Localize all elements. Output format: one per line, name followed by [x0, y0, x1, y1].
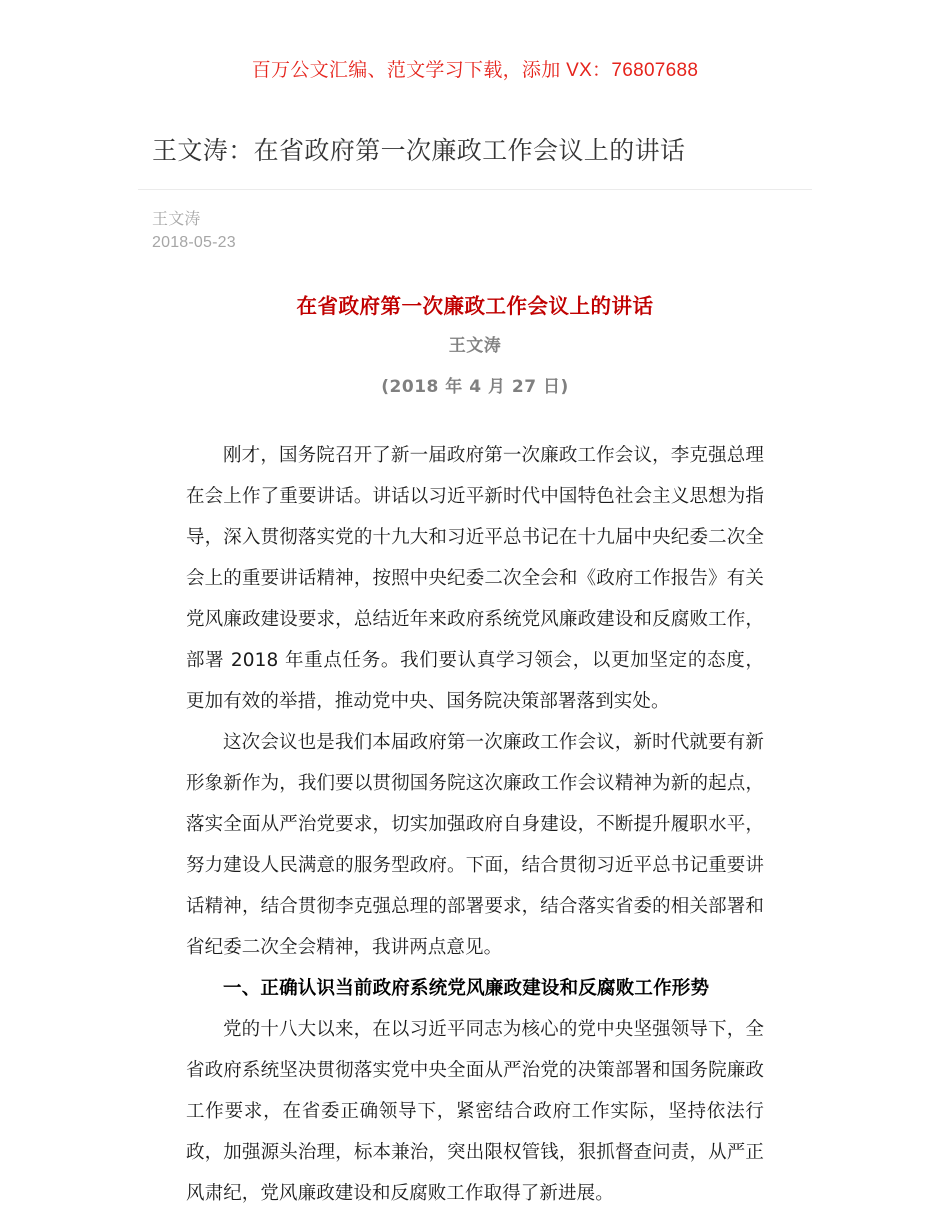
promo-text: 百万公文汇编、范文学习下载，添加 VX：76807688 [251, 60, 699, 81]
document-date: (2018 年 4 月 27 日) [381, 377, 569, 397]
section-heading: 一、正确认识当前政府系统党风廉政建设和反腐败工作形势 [223, 978, 710, 999]
promo-banner [0, 0, 950, 84]
body-paragraph: 刚才，国务院召开了新一届政府第一次廉政工作会议，李克强总理在会上作了重要讲话。讲话以习近平新时代中国特色社会主义思想为指导，深入贯彻落实党的十九大和习近平总书记在十九届中央纪委二次全会上的重要讲话精神，按照中央纪委二次全会和《政府工作报告》有关党风廉政建设要求，总结近年来政府系统党风廉政建设和反腐败工作，部署 2018 年重点任务。我们要认真学习领会，以更加坚定的态度，更加有效的举措，推动党中央、国务院决策部署落到实处。 [186, 445, 764, 712]
page-title: 王文涛：在省政府第一次廉政工作会议上的讲话 [152, 137, 686, 165]
body-paragraph: 党的十八大以来，在以习近平同志为核心的党中央坚强领导下，全省政府系统坚决贯彻落实党中央全面从严治党的决策部署和国务院廉政工作要求，在省委正确领导下，紧密结合政府工作实际，坚持依法行政，加强源头治理，标本兼治，突出限权管钱，狠抓督查问责，从严正风肃纪，党风廉政建设和反腐败工作取得了新进展。 [186, 1019, 764, 1204]
paragraph-container [186, 435, 764, 1214]
document-author: 王文涛 [448, 336, 502, 356]
meta-author: 王文涛 [152, 211, 201, 228]
meta-date: 2018-05-23 [152, 234, 236, 251]
document-body [186, 254, 764, 1214]
document-title: 在省政府第一次廉政工作会议上的讲话 [296, 294, 654, 318]
body-paragraph: 这次会议也是我们本届政府第一次廉政工作会议，新时代就要有新形象新作为，我们要以贯彻国务院这次廉政工作会议精神为新的起点，落实全面从严治党要求，切实加强政府自身建设，不断提升履职水平，努力建设人民满意的服务型政府。下面，结合贯彻习近平总书记重要讲话精神，结合贯彻李克强总理的部署要求，结合落实省委的相关部署和省纪委二次全会精神，我讲两点意见。 [186, 732, 764, 958]
article-meta [138, 190, 812, 254]
article-header [138, 84, 812, 168]
